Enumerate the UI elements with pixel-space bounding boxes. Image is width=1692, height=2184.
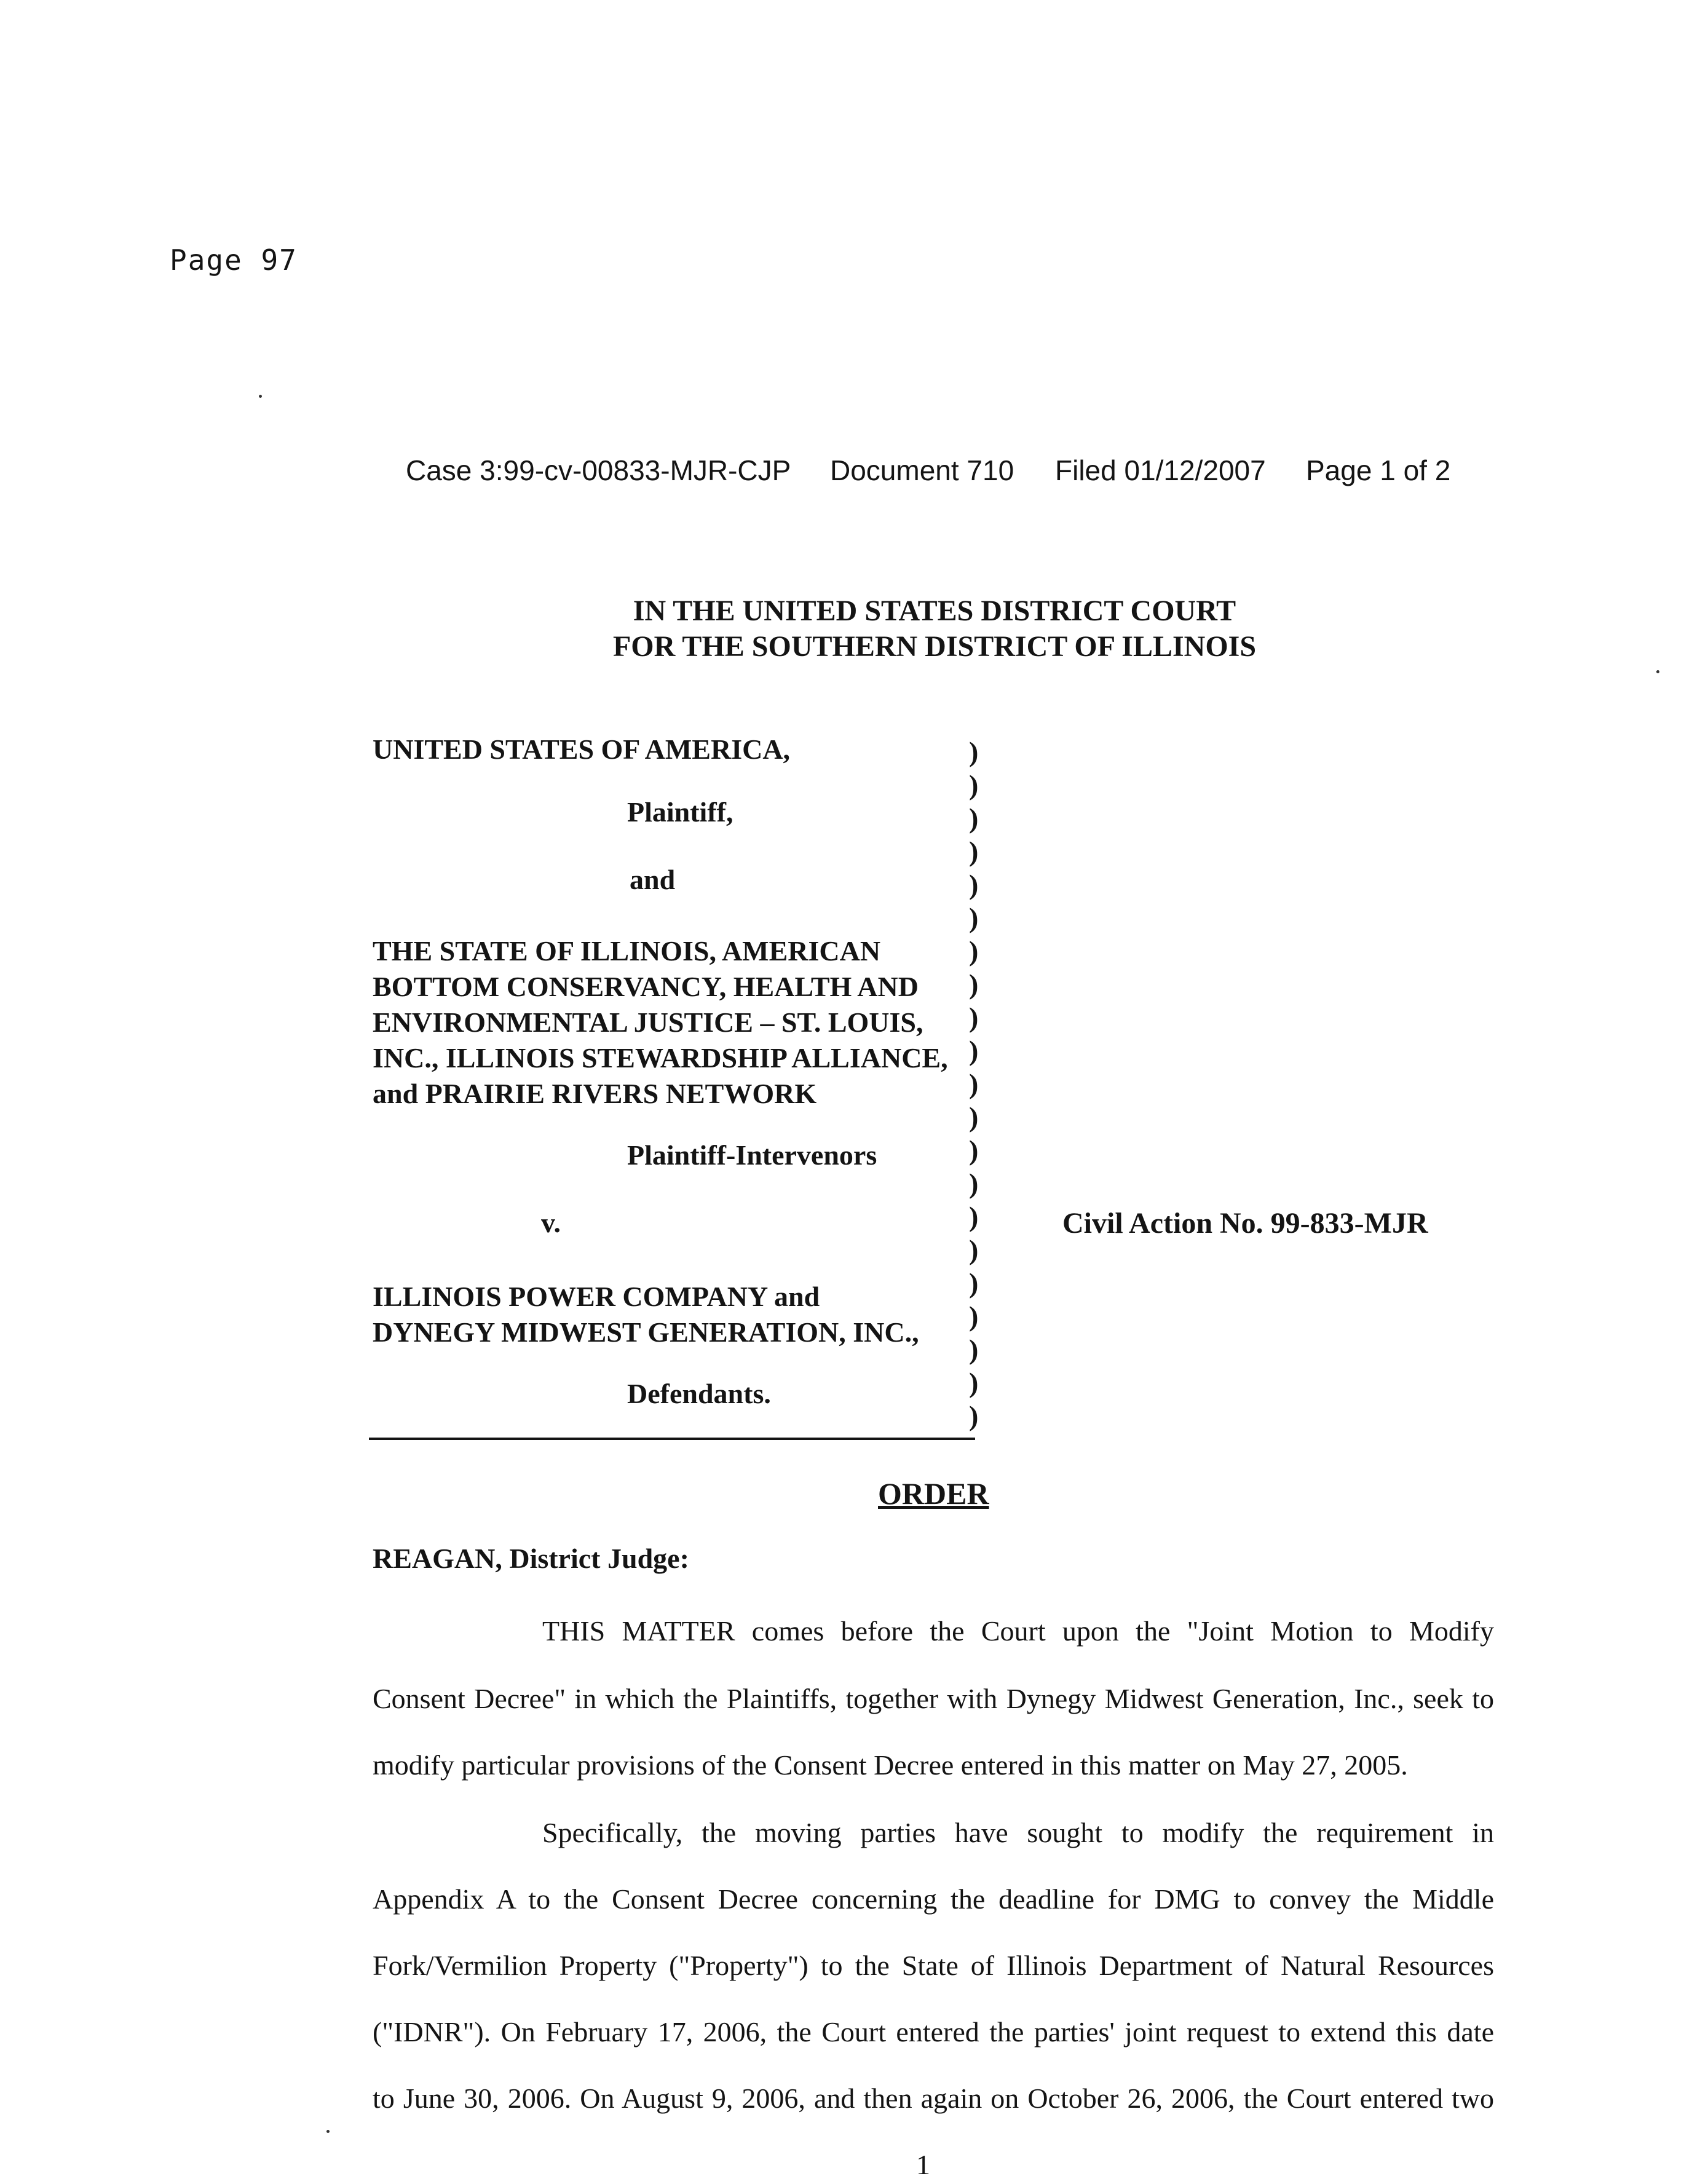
body-line: Consent Decree" in which the Plaintiffs, together with Dynegy Midwest Generation, Inc., seek to bbox=[373, 1683, 1494, 1714]
intervenor-line: and PRAIRIE RIVERS NETWORK bbox=[373, 1078, 817, 1109]
page-marker: Page 97 bbox=[170, 243, 298, 277]
body-line: Specifically, the moving parties have sought to modify the requirement in bbox=[542, 1817, 1494, 1848]
intervenor-line: BOTTOM CONSERVANCY, HEALTH AND bbox=[373, 971, 919, 1002]
body-line: to June 30, 2006. On August 9, 2006, and then again on October 26, 2006, the Court entered two bbox=[373, 2083, 1494, 2114]
intervenor-line: THE STATE OF ILLINOIS, AMERICAN bbox=[373, 935, 881, 967]
body-line: ("IDNR"). On February 17, 2006, the Court entered the parties' joint request to extend this date bbox=[373, 2016, 1494, 2048]
caption-paren: ) bbox=[969, 1334, 979, 1365]
caption-paren: ) bbox=[969, 769, 979, 801]
caption-paren: ) bbox=[969, 1400, 979, 1431]
judge-line: REAGAN, District Judge: bbox=[373, 1543, 689, 1574]
caption-paren: ) bbox=[969, 836, 979, 867]
defendant-role: Defendants. bbox=[627, 1378, 771, 1409]
scan-speck bbox=[1656, 670, 1659, 673]
intervenor-role: Plaintiff-Intervenors bbox=[627, 1139, 877, 1171]
caption-paren: ) bbox=[969, 1035, 979, 1066]
body-line: Fork/Vermilion Property ("Property") to the State of Illinois Department of Natural Resources bbox=[373, 1950, 1494, 1981]
caption-paren: ) bbox=[969, 968, 979, 1000]
caption-paren: ) bbox=[969, 1101, 979, 1133]
body-line: THIS MATTER comes before the Court upon the "Joint Motion to Modify bbox=[542, 1615, 1494, 1647]
caption-paren: ) bbox=[969, 1300, 979, 1332]
caption-paren: ) bbox=[969, 1134, 979, 1166]
scan-speck bbox=[259, 395, 262, 398]
caption-and: and bbox=[630, 864, 676, 895]
caption-versus: v. bbox=[541, 1207, 561, 1238]
caption-paren: ) bbox=[969, 1002, 979, 1033]
court-district: FOR THE SOUTHERN DISTRICT OF ILLINOIS bbox=[612, 630, 1257, 663]
caption-paren: ) bbox=[969, 1267, 979, 1299]
caption-paren: ) bbox=[969, 802, 979, 834]
caption-paren: ) bbox=[969, 1234, 979, 1265]
court-name: IN THE UNITED STATES DISTRICT COURT bbox=[633, 595, 1236, 627]
plaintiff-role: Plaintiff, bbox=[627, 796, 733, 828]
body-line: Appendix A to the Consent Decree concerning the deadline for DMG to convey the Middle bbox=[373, 1883, 1494, 1915]
caption-paren: ) bbox=[969, 902, 979, 933]
caption-paren: ) bbox=[969, 1168, 979, 1199]
caption-paren: ) bbox=[969, 1201, 979, 1232]
header-document-number: Document 710 bbox=[830, 454, 1014, 486]
defendant-line: ILLINOIS POWER COMPANY and bbox=[373, 1281, 820, 1312]
caption-rule bbox=[369, 1438, 975, 1440]
header-filed-date: Filed 01/12/2007 bbox=[1055, 454, 1266, 486]
page-number: 1 bbox=[916, 2149, 930, 2180]
caption-paren: ) bbox=[969, 736, 979, 767]
intervenor-line: INC., ILLINOIS STEWARDSHIP ALLIANCE, bbox=[373, 1042, 948, 1074]
caption-paren: ) bbox=[969, 1068, 979, 1099]
civil-action-number: Civil Action No. 99-833-MJR bbox=[1062, 1207, 1428, 1240]
order-title: ORDER bbox=[878, 1476, 989, 1511]
intervenor-line: ENVIRONMENTAL JUSTICE – ST. LOUIS, bbox=[373, 1007, 923, 1038]
header-page-count: Page 1 of 2 bbox=[1306, 454, 1451, 486]
plaintiff-name: UNITED STATES OF AMERICA, bbox=[373, 734, 791, 765]
defendant-line: DYNEGY MIDWEST GENERATION, INC., bbox=[373, 1316, 919, 1348]
caption-paren: ) bbox=[969, 935, 979, 967]
caption-paren: ) bbox=[969, 1367, 979, 1398]
caption-paren: ) bbox=[969, 869, 979, 900]
scan-speck bbox=[326, 2130, 330, 2133]
header-case-number: Case 3:99-cv-00833-MJR-CJP bbox=[406, 454, 791, 486]
body-line: modify particular provisions of the Consent Decree entered in this matter on May 27, 2005. bbox=[373, 1749, 1408, 1781]
